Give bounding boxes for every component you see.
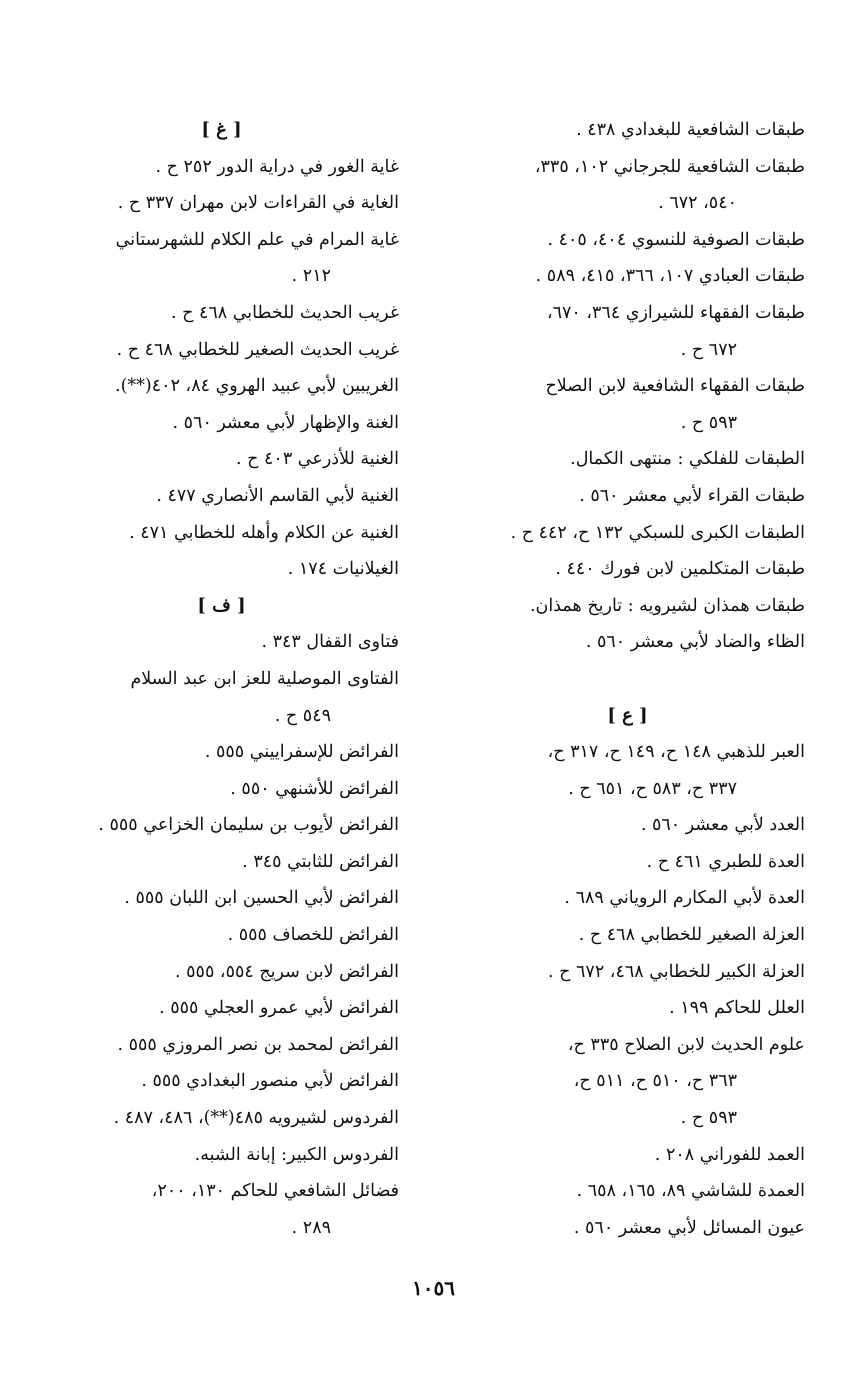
index-entry-continuation: ٥٤٠، ٦٧٢ . (658, 193, 737, 214)
index-entry: طبقات القراء لأبي معشر ٥٦٠ . (579, 485, 805, 506)
index-entry: طبقات الشافعية للبغدادي ٤٣٨ . (576, 120, 805, 140)
right-column (450, 112, 805, 1246)
index-entry: الفرائض لمحمد بن نصر المروزي ٥٥٥ . (117, 1034, 399, 1055)
index-entry: الطبقات الكبرى للسبكي ١٣٢ ح، ٤٤٢ ح . (510, 522, 805, 543)
index-entry: العبر للذهبي ١٤٨ ح، ١٤٩ ح، ٣١٧ ح، (547, 742, 805, 763)
index-entry: الغنية للأذرعي ٤٠٣ ح . (236, 449, 399, 470)
index-entry: الفردوس لشيرويه ٤٨٥(**)، ٤٨٦، ٤٨٧ . (113, 1108, 399, 1129)
index-entry-continuation: ٣٦٣ ح، ٥١٠ ح، ٥١١ ح، (573, 1071, 737, 1092)
index-entry: عيون المسائل لأبي معشر ٥٦٠ . (573, 1217, 805, 1238)
index-entry: الفرائض لأبي عمرو العجلي ٥٥٥ . (159, 998, 399, 1019)
index-entry: العدة للطبري ٤٦١ ح . (646, 851, 805, 872)
index-entry: الظاء والضاد لأبي معشر ٥٦٠ . (585, 632, 805, 653)
index-entry: الغنية لأبي القاسم الأنصاري ٤٧٧ . (156, 485, 399, 506)
index-entry-continuation: ٥٤٩ ح . (274, 705, 331, 726)
index-entry-continuation: ٢٨٩ . (291, 1217, 331, 1238)
index-entry-continuation: ٦٧٢ ح . (680, 339, 737, 360)
index-entry: فضائل الشافعي للحاكم ١٣٠، ٢٠٠، (151, 1181, 399, 1202)
index-entry: طبقات الفقهاء للشيرازي ٣٦٤، ٦٧٠، (546, 302, 805, 323)
index-entry: الفرائض لأبي منصور البغدادي ٥٥٥ . (141, 1071, 399, 1092)
index-entry: الغيلانيات ١٧٤ . (287, 559, 399, 580)
index-entry: الغريبين لأبي عبيد الهروي ٨٤، ٤٠٢(**). (115, 376, 399, 397)
index-entry: الطبقات للفلكي : منتهى الكمال. (570, 449, 805, 470)
index-entry: الفرائض للثابتي ٣٤٥ . (242, 851, 399, 872)
index-entry: الغنة والإظهار لأبي معشر ٥٦٠ . (172, 412, 399, 433)
index-entry: العدة لأبي المكارم الروياني ٦٨٩ . (564, 888, 805, 909)
index-entry: الفردوس الكبير: إبانة الشبه. (194, 1144, 399, 1165)
index-entry: علوم الحديث لابن الصلاح ٣٣٥ ح، (567, 1034, 805, 1055)
index-entry: غريب الحديث الصغير للخطابي ٤٦٨ ح . (116, 339, 399, 360)
index-entry: طبقات العبادي ١٠٧، ٣٦٦، ٤١٥، ٥٨٩ . (535, 266, 805, 287)
index-entry: العزلة الكبير للخطابي ٤٦٨، ٦٧٢ ح . (548, 961, 805, 982)
index-entry: الغاية في القراءات لابن مهران ٣٣٧ ح . (117, 193, 399, 214)
blank-line (450, 661, 805, 698)
index-entry: العدد لأبي معشر ٥٦٠ . (640, 815, 805, 836)
index-entry: غاية المرام في علم الكلام للشهرستاني (115, 229, 399, 250)
section-heading: [ غ ] (201, 119, 242, 140)
section-heading: [ ع ] (607, 704, 648, 726)
index-entry: الفرائض للإسفراييني ٥٥٥ . (204, 742, 399, 763)
page-number: ١٠٥٦ (412, 1276, 455, 1300)
index-entry: طبقات همذان لشيرويه : تاريخ همذان. (529, 595, 805, 616)
index-entry-continuation: ٢١٢ . (291, 266, 331, 287)
index-entry: الفرائض لأيوب بن سليمان الخزاعي ٥٥٥ . (98, 815, 399, 836)
index-entry: العمد للفوراني ٢٠٨ . (654, 1144, 805, 1165)
index-entry: غاية الغور في دراية الدور ٢٥٢ ح . (155, 156, 399, 177)
section-heading: [ ف ] (197, 594, 246, 616)
index-entry: غريب الحديث للخطابي ٤٦٨ ح . (170, 302, 399, 323)
index-entry: العمدة للشاشي ٨٩، ١٦٥، ٦٥٨ . (576, 1181, 805, 1202)
index-entry-continuation: ٥٩٣ ح . (680, 1108, 737, 1129)
index-entry-continuation: ٣٣٧ ح، ٥٨٣ ح، ٦٥١ ح . (568, 778, 737, 799)
index-entry: العلل للحاكم ١٩٩ . (669, 998, 805, 1019)
left-column (44, 112, 399, 1246)
index-entry: طبقات المتكلمين لابن فورك ٤٤٠ . (555, 559, 805, 580)
index-entry: فتاوى القفال ٣٤٣ . (261, 632, 399, 653)
index-entry: الفرائض لأبي الحسين ابن اللبان ٥٥٥ . (124, 888, 399, 909)
index-entry: الفرائض للخصاف ٥٥٥ . (227, 925, 399, 946)
index-entry: الفرائض لابن سريج ٥٥٤، ٥٥٥ . (175, 961, 399, 982)
index-entry-continuation: ٥٩٣ ح . (680, 412, 737, 433)
index-entry: الفتاوى الموصلية للعز ابن عبد السلام (130, 668, 399, 689)
index-entry: طبقات الصوفية للنسوي ٤٠٤، ٤٠٥ . (547, 229, 805, 250)
index-entry: الفرائض للأشنهي ٥٥٠ . (230, 778, 399, 799)
index-entry: الغنية عن الكلام وأهله للخطابي ٤٧١ . (129, 522, 399, 543)
index-entry: طبقات الفقهاء الشافعية لابن الصلاح (545, 376, 805, 397)
index-entry: العزلة الصغير للخطابي ٤٦٨ ح . (578, 925, 805, 946)
index-entry: طبقات الشافعية للجرجاني ١٠٢، ٣٣٥، (534, 156, 805, 177)
